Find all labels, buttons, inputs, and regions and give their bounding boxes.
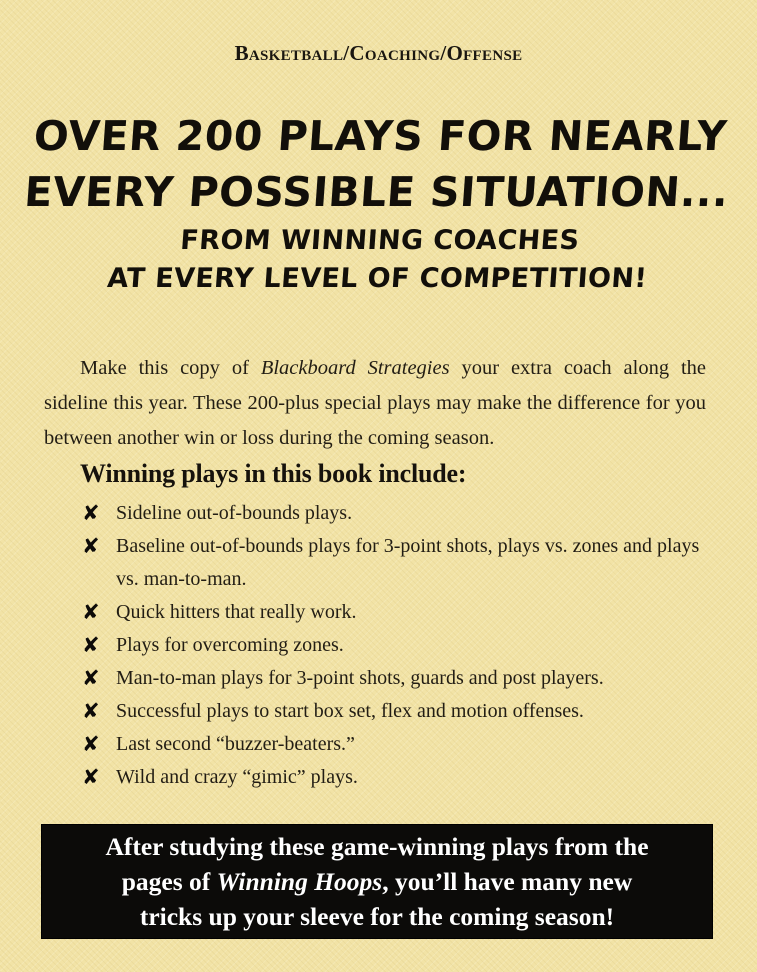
x-mark-icon: ✘ bbox=[82, 600, 100, 624]
x-mark-icon: ✘ bbox=[82, 633, 100, 657]
intro-paragraph bbox=[44, 351, 706, 456]
list-item bbox=[80, 596, 720, 629]
closing-banner bbox=[42, 825, 712, 938]
category-label: Basketball/Coaching/Offense bbox=[234, 41, 523, 65]
x-mark-icon: ✘ bbox=[82, 666, 100, 690]
plays-list bbox=[80, 497, 720, 794]
intro-text-end: your extra coach along the sideline this year. These 200-plus special plays may make the difference for you between another win or loss during the coming season. bbox=[44, 356, 707, 449]
banner-line-2-start: pages of bbox=[121, 867, 217, 896]
list-item bbox=[80, 629, 720, 662]
list-item-text: Quick hitters that really work. bbox=[116, 601, 357, 623]
x-mark-icon: ✘ bbox=[82, 534, 100, 558]
x-mark-icon: ✘ bbox=[82, 501, 100, 525]
banner-line-2 bbox=[42, 864, 712, 899]
list-item-text: Last second “buzzer-beaters.” bbox=[116, 733, 355, 755]
book-title: Blackboard Strategies bbox=[260, 356, 450, 379]
subheadline-line-2: AT EVERY LEVEL OF COMPETITION! bbox=[106, 263, 649, 294]
sub-headline bbox=[0, 222, 757, 298]
subheadline-line-1: FROM WINNING COACHES bbox=[179, 225, 581, 256]
list-item-text: Plays for overcoming zones. bbox=[116, 634, 344, 656]
list-item-text: Successful plays to start box set, flex and motion offenses. bbox=[116, 700, 584, 722]
list-item bbox=[80, 728, 720, 761]
headline-line-2: EVERY POSSIBLE SITUATION... bbox=[22, 168, 731, 216]
main-headline bbox=[0, 108, 757, 220]
list-item bbox=[80, 761, 720, 794]
x-mark-icon: ✘ bbox=[82, 765, 100, 789]
headline-line-1: OVER 200 PLAYS FOR NEARLY bbox=[32, 112, 729, 160]
x-mark-icon: ✘ bbox=[82, 699, 100, 723]
list-item-text: Wild and crazy “gimic” plays. bbox=[116, 766, 358, 788]
banner-line-2-end: , you’ll have many new bbox=[382, 867, 633, 896]
intro-text-start: Make this copy of bbox=[80, 356, 261, 379]
list-item bbox=[80, 695, 720, 728]
list-item-text: Baseline out-of-bounds plays for 3-point shots, plays vs. zones and plays vs. man-to-man. bbox=[116, 535, 700, 590]
banner-text bbox=[42, 829, 712, 934]
list-item bbox=[80, 497, 720, 530]
list-item bbox=[80, 662, 720, 695]
list-heading: Winning plays in this book include: bbox=[80, 459, 467, 488]
x-mark-icon: ✘ bbox=[82, 732, 100, 756]
banner-line-1: After studying these game-winning plays from the bbox=[105, 832, 649, 861]
list-item bbox=[80, 530, 720, 596]
magazine-title: Winning Hoops bbox=[216, 867, 383, 896]
list-item-text: Man-to-man plays for 3-point shots, guards and post players. bbox=[116, 667, 604, 689]
banner-line-3: tricks up your sleeve for the coming season! bbox=[139, 902, 615, 931]
list-item-text: Sideline out-of-bounds plays. bbox=[116, 502, 353, 524]
